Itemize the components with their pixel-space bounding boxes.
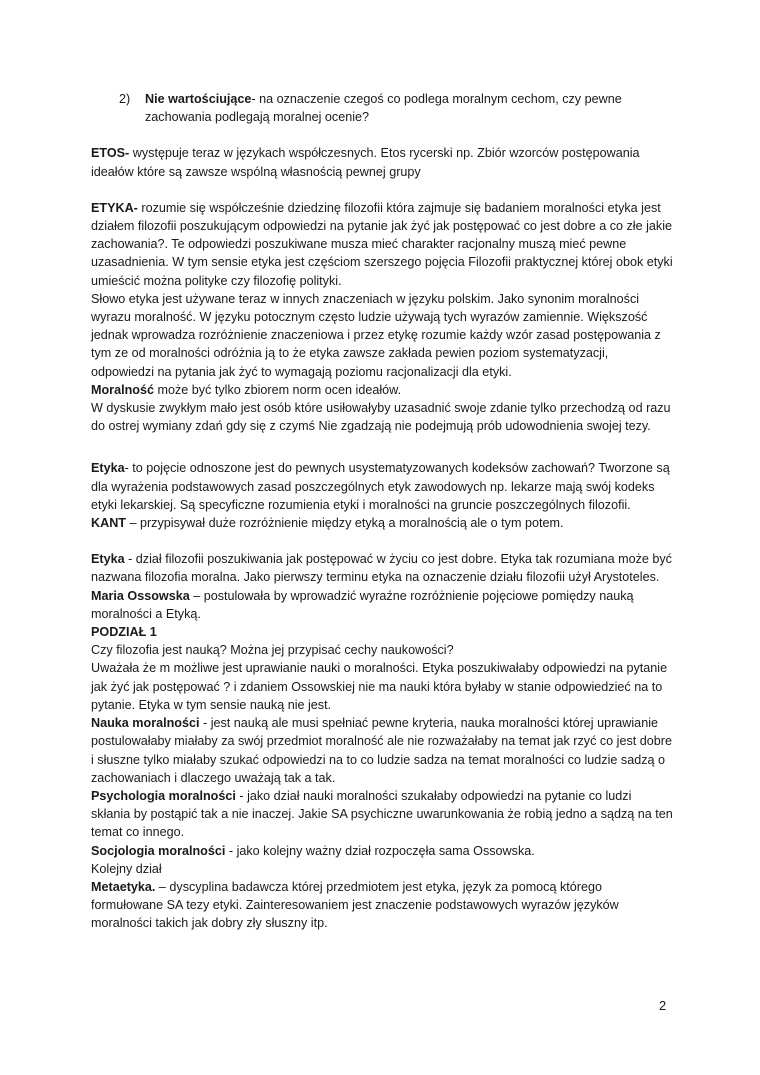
term-nauka-moralnosci: Nauka moralności <box>91 716 200 731</box>
paragraph-kant <box>91 514 673 532</box>
list-number: 2) <box>119 92 131 106</box>
paragraph-moralnosc <box>91 381 673 399</box>
term-psychologia-moralnosci: Psychologia moralności <box>91 788 236 803</box>
definition-text: występuje teraz w językach współczesnych. Etos rycerski np. Zbiór wzorców postępowania ideałów które są zawsze wspólną własnością pewnej grupy <box>91 146 640 179</box>
term-metaetyka: Metaetyka. <box>91 879 156 894</box>
list-item-2 <box>119 90 673 126</box>
document-body <box>91 90 673 933</box>
paragraph-etyka-kodeksy <box>91 459 673 514</box>
term-etyka: ETYKA- <box>91 200 138 215</box>
definition-text: - jest nauką ale musi spełniać pewne kryteria, nauka moralności której uprawianie postulowałaby miałaby za swój przedmiot moralność ale nie rozważałaby na temat jak rzyć co jest dobre i słuszne tylko miałaby szukać odpowiedzi na to co ludzie sadza na temat moralności co ludzie sadzą o zachowaniach i dlaczego uważają tak a tak. <box>91 716 672 785</box>
definition-text: - na oznaczenie czegoś co podlega moralnym cechom, czy pewne zachowania podlegają moralnej ocenie? <box>145 92 622 125</box>
paragraph-uwazala: Uważała że m możliwe jest uprawianie nauki o moralności. Etyka poszukiwałaby odpowiedzi na pytanie jak żyć jak postępować ? i zdaniem Ossowskiej nie ma nauki która byłaby w stanie odpowiedzieć na to pytanie. Etyka w tym sensie nauką nie jest. <box>91 661 668 712</box>
paragraph-metaetyka <box>91 878 673 933</box>
term-maria-ossowska: Maria Ossowska <box>91 588 190 603</box>
term-kant: KANT <box>91 516 126 531</box>
paragraph-psychologia <box>91 787 673 842</box>
list-item-text <box>145 90 673 126</box>
paragraph-etyka-dzial <box>91 550 673 586</box>
paragraph-etos <box>91 144 673 180</box>
term-moralnosc: Moralność <box>91 382 154 397</box>
paragraph-socjologia <box>91 842 673 860</box>
definition-text: może być tylko zbiorem norm ocen ideałów. <box>153 382 402 397</box>
definition-text: - jako kolejny ważny dział rozpoczęła sama Ossowska. <box>225 843 535 858</box>
paragraph-kolejny-dzial: Kolejny dział <box>91 861 162 876</box>
term-socjologia-moralnosci: Socjologia moralności <box>91 843 226 858</box>
definition-text: – postulowała by wprowadzić wyraźne rozróżnienie pojęciowe pomiędzy nauką moralności a Etyką. <box>91 588 634 621</box>
section-heading-podzial: PODZIAŁ 1 <box>91 625 157 640</box>
term-etyka: Etyka <box>91 552 125 567</box>
definition-text: - dział filozofii poszukiwania jak postępować w życiu co jest dobre. Etyka tak rozumiana może być nazwana filozofia moralna. Jako pierwszy terminu etyka na oznaczenie działu filozofii użył Arystoteles. <box>91 552 672 585</box>
page-number: 2 <box>659 998 667 1013</box>
definition-text: rozumie się współcześnie dziedzinę filozofii która zajmuje się badaniem moralności etyka jest działem filozofii poszukującym odpowiedzi na pytanie jak żyć jak postępować co jest dobre a co złe jakie zachowania?. Te odpowiedzi poszukiwane musza mieć charakter racjonalny muszą mieć pewne uzasadnienia. W tym sensie etyka jest częściom szerszego pojęcia Filozofii praktycznej której obok etyki umieścić można polityke czy filozofię polityki. <box>91 200 673 288</box>
paragraph-pytanie: Czy filozofia jest nauką? Można jej przypisać cechy naukowości? <box>91 643 454 658</box>
paragraph-ossowska <box>91 587 673 623</box>
term-nie-wartosciujace: Nie wartościujące <box>145 92 252 106</box>
paragraph-nauka-moralnosci <box>91 714 673 787</box>
definition-text: – dyscyplina badawcza której przedmiotem jest etyka, język za pomocą którego formułowane SA tezy etyki. Zainteresowaniem jest znaczenie podstawowych wyrazów języków moralności takich jak dobry zły słuszny itp. <box>91 879 619 931</box>
definition-text: - jako dział nauki moralności szukałaby odpowiedzi na pytanie co ludzi skłania by postąpić tak a nie inaczej. Jakie SA psychiczne uwarunkowania że robią jedno a sądzą na ten temat co innego. <box>91 788 673 840</box>
paragraph-etyka-definition <box>91 199 673 290</box>
paragraph-dyskusja: W dyskusie zwykłym mało jest osób które usiłowałyby uzasadnić swoje zdanie tylko przechodzą od razu do ostrej wymiany zdań gdy się z czymś Nie zgadzają nie podejmują prób udowodnienia swojej tezy. <box>91 401 671 434</box>
definition-text: - to pojęcie odnoszone jest do pewnych usystematyzowanych kodeksów zachowań? Tworzone są dla wyrażenia podstawowych zasad poszczególnych etyk zawodowych np. lekarze mają swój kodeks etyki lekarskiej. Są specyficzne rozumienia etyki i moralności na gruncie poszczególnych filozofii. <box>91 461 670 512</box>
definition-text: – przypisywał duże rozróżnienie między etyką a moralnością ale o tym potem. <box>125 516 564 531</box>
term-etyka: Etyka <box>91 461 125 476</box>
term-etos: ETOS- <box>91 146 130 161</box>
paragraph-slowo-etyka: Słowo etyka jest używane teraz w innych znaczeniach w języku polskim. Jako synonim moralności wyrazu moralność. W języku potocznym często ludzie używają tych wyrazów zamiennie. Większość jednak wprowadza rozróżnienie znaczeniowa i przez etykę rozumie każdy wzór zasad postępowania z tym ze od moralności odróżnia ją to że etyka zawsze zakłada pewien poziom systematyzacji, odpowiedzi na pytania jak żyć to wymagają poziomu racjonalizacji dla etyki. <box>91 291 661 379</box>
